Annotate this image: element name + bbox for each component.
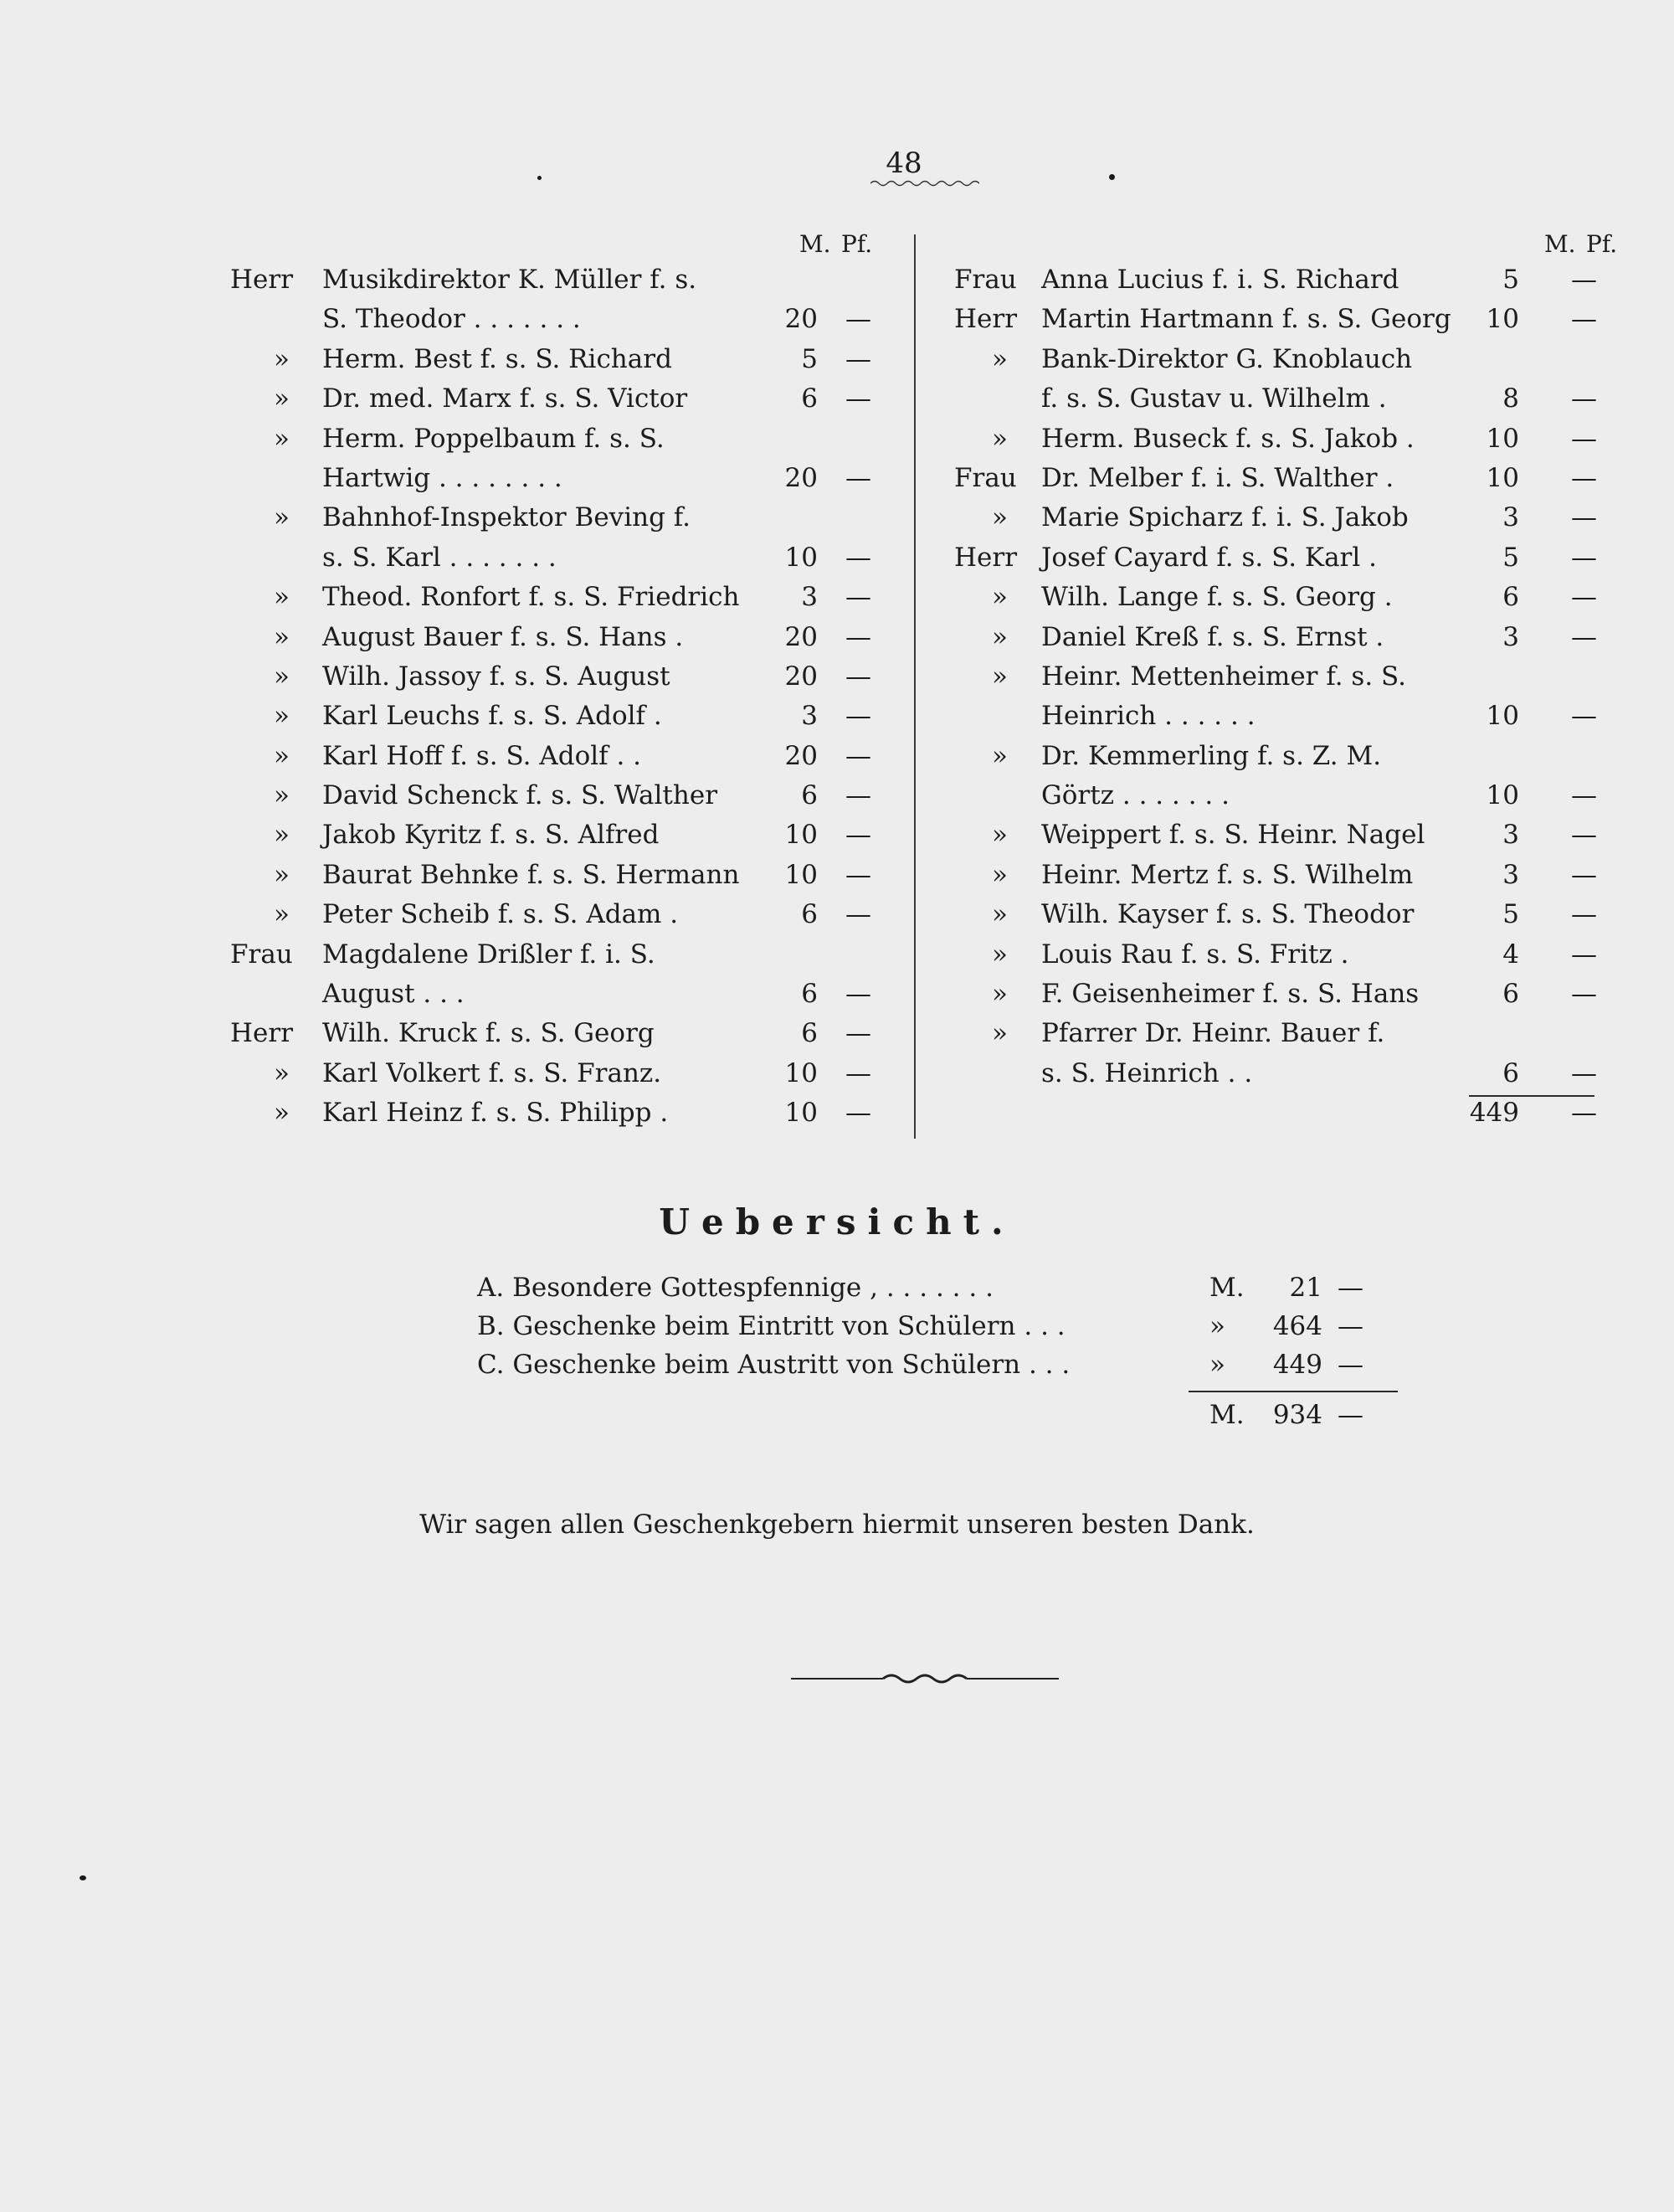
donation-amount: 10	[784, 542, 818, 573]
donation-amount: 20	[784, 462, 818, 493]
donor-title: »	[992, 582, 1008, 613]
donor-title: »	[992, 423, 1008, 454]
donor-name: Jakob Kyritz f. s. S. Alfred	[322, 820, 660, 851]
donor-title: Frau	[954, 265, 1017, 295]
donor-title: Herr	[230, 265, 294, 295]
left-donor-list	[230, 260, 883, 1134]
donor-row	[954, 419, 1599, 459]
donation-amount: 6	[1502, 582, 1519, 613]
pfennig-dash: —	[1571, 423, 1597, 454]
page-number: 48	[886, 147, 922, 180]
donor-name: Musikdirektor K. Müller f. s.	[322, 265, 697, 295]
donor-name: Hartwig . . . . . . . .	[322, 462, 562, 493]
overview-row	[477, 1307, 1364, 1345]
donor-row	[954, 538, 1599, 578]
donor-name: Baurat Behnke f. s. S. Hermann	[322, 859, 740, 890]
donor-name: David Schenck f. s. S. Walther	[322, 780, 718, 811]
pfennig-dash: —	[845, 859, 871, 890]
pfennig-dash: —	[845, 462, 871, 493]
pfennig-dash: —	[1571, 1057, 1597, 1088]
decorative-ornament	[791, 1670, 1059, 1687]
donor-name: August Bauer f. s. S. Hans .	[322, 621, 684, 652]
donor-title: »	[274, 621, 290, 652]
donor-row	[230, 260, 883, 300]
overview-label: B. Geschenke beim Eintritt von Schülern . . .	[477, 1311, 1066, 1341]
overview-total-row	[477, 1396, 1364, 1434]
donation-amount: 6	[1502, 979, 1519, 1010]
pfennig-dash: —	[845, 343, 871, 374]
donor-row	[230, 498, 883, 538]
pfennig-dash: —	[1338, 1350, 1363, 1380]
donor-name: Wilh. Kayser f. s. S. Theodor	[1041, 899, 1415, 930]
donor-title: »	[992, 820, 1008, 851]
donor-row	[954, 657, 1599, 697]
donor-title: Frau	[954, 462, 1017, 493]
donor-row	[954, 498, 1599, 538]
donation-amount: 10	[1486, 423, 1519, 454]
donor-name: Pfarrer Dr. Heinr. Bauer f.	[1041, 1018, 1385, 1049]
pfennig-dash: —	[1571, 859, 1597, 890]
donor-row	[230, 379, 883, 419]
pfennig-dash: —	[1571, 979, 1597, 1010]
pfennig-dash: —	[845, 899, 871, 930]
donor-name: Weippert f. s. S. Heinr. Nagel	[1041, 820, 1425, 851]
donation-amount: 10	[1486, 304, 1519, 335]
donation-amount: 3	[801, 582, 818, 613]
donor-name: Josef Cayard f. s. S. Karl .	[1041, 542, 1378, 573]
donor-name: F. Geisenheimer f. s. S. Hans	[1041, 979, 1420, 1010]
donor-row	[954, 459, 1599, 498]
donor-row	[230, 657, 883, 697]
donor-name: Daniel Kreß f. s. S. Ernst .	[1041, 621, 1384, 652]
donation-amount: 6	[801, 899, 818, 930]
pfennig-dash: —	[845, 304, 871, 335]
donor-row	[230, 459, 883, 498]
donor-title: Herr	[954, 304, 1018, 335]
pfennig-dash: —	[1571, 462, 1597, 493]
currency-mark: M.	[1209, 1400, 1245, 1430]
donor-name: Peter Scheib f. s. S. Adam .	[322, 899, 679, 930]
donor-name: Bank-Direktor G. Knoblauch	[1041, 343, 1413, 374]
donor-row	[230, 737, 883, 776]
pfennig-dash: —	[1571, 939, 1597, 970]
donor-row	[954, 935, 1599, 975]
donor-name: August . . .	[322, 979, 465, 1010]
pfennig-dash: —	[1571, 265, 1597, 295]
donor-title: »	[274, 701, 290, 732]
donation-amount: 449	[1469, 1098, 1519, 1129]
right-donor-list	[954, 260, 1599, 1134]
left-column	[230, 230, 883, 1134]
donor-row	[954, 340, 1599, 379]
donor-name: Karl Leuchs f. s. S. Adolf .	[322, 701, 662, 732]
donation-amount: 10	[1486, 780, 1519, 811]
donor-title: »	[992, 661, 1008, 692]
pfennig-dash: —	[1338, 1273, 1363, 1303]
donor-name: Martin Hartmann f. s. S. Georg	[1041, 304, 1451, 335]
donor-name: Wilh. Jassoy f. s. S. August	[322, 661, 670, 692]
donor-title: »	[992, 939, 1008, 970]
ink-speck	[80, 1875, 86, 1880]
donation-amount: 20	[784, 661, 818, 692]
donor-row	[230, 697, 883, 736]
donor-name: Heinrich . . . . . .	[1041, 701, 1256, 732]
pfennig-dash: —	[845, 979, 871, 1010]
donor-row	[230, 419, 883, 459]
pfennig-dash: —	[1571, 621, 1597, 652]
overview-amount: 21	[1289, 1273, 1322, 1303]
donor-row	[954, 260, 1599, 300]
donor-name: f. s. S. Gustav u. Wilhelm .	[1041, 383, 1387, 414]
donor-row	[954, 856, 1599, 895]
donation-amount: 5	[1502, 899, 1519, 930]
donor-row	[954, 578, 1599, 617]
donor-title: »	[274, 1098, 290, 1129]
donor-row	[230, 618, 883, 657]
pfennig-dash: —	[845, 1018, 871, 1049]
donor-name: s. S. Heinrich . .	[1041, 1057, 1253, 1088]
pfennig-dash: —	[1338, 1400, 1363, 1430]
closing-text: Wir sagen allen Geschenkgebern hiermit unseren besten Dank.	[419, 1510, 1255, 1540]
donor-name: Theod. Ronfort f. s. S. Friedrich	[322, 582, 740, 613]
donor-title: Frau	[230, 939, 293, 970]
donor-name: Dr. Melber f. i. S. Walther .	[1041, 462, 1394, 493]
donor-name: Herm. Best f. s. S. Richard	[322, 343, 672, 374]
donor-title: »	[274, 502, 290, 533]
ink-speck	[1109, 174, 1115, 180]
overview-amount: 464	[1272, 1311, 1322, 1341]
pfennig-dash: —	[1571, 383, 1597, 414]
donation-amount: 3	[1502, 502, 1519, 533]
donor-name: Louis Rau f. s. S. Fritz .	[1041, 939, 1349, 970]
pfennig-header: Pf.	[841, 230, 873, 258]
donor-row	[230, 1014, 883, 1053]
donor-row	[954, 737, 1599, 776]
donor-row	[954, 300, 1599, 339]
donation-amount: 10	[1486, 462, 1519, 493]
column-sum-rule	[1469, 1095, 1594, 1097]
donor-title: »	[274, 582, 290, 613]
donor-name: Görtz . . . . . . .	[1041, 780, 1230, 811]
donation-amount: 20	[784, 304, 818, 335]
mark-header: M.	[799, 230, 831, 258]
ink-speck	[537, 176, 542, 180]
donor-row	[954, 379, 1599, 419]
currency-mark: »	[1209, 1311, 1225, 1341]
pfennig-dash: —	[845, 780, 871, 811]
donor-name: Dr. med. Marx f. s. S. Victor	[322, 383, 688, 414]
overview-amount: 449	[1272, 1350, 1322, 1380]
donation-amount: 20	[784, 740, 818, 771]
currency-mark: M.	[1209, 1273, 1245, 1303]
donation-amount: 10	[1486, 701, 1519, 732]
pfennig-dash: —	[845, 1098, 871, 1129]
donor-row	[230, 935, 883, 975]
pfennig-dash: —	[1338, 1311, 1363, 1341]
pfennig-dash: —	[845, 1057, 871, 1088]
pfennig-dash: —	[845, 621, 871, 652]
donor-title: »	[274, 899, 290, 930]
donor-row	[230, 578, 883, 617]
right-column-header	[954, 230, 1618, 260]
left-column-header	[230, 230, 883, 260]
pfennig-dash: —	[845, 661, 871, 692]
pfennig-dash: —	[845, 542, 871, 573]
donation-amount: 10	[784, 820, 818, 851]
pfennig-dash: —	[845, 383, 871, 414]
pfennig-dash: —	[1571, 542, 1597, 573]
overview-amount: 934	[1272, 1400, 1322, 1430]
donation-amount: 3	[1502, 621, 1519, 652]
donor-title: »	[992, 621, 1008, 652]
mark-header: M.	[1544, 230, 1576, 258]
pfennig-dash: —	[1571, 1098, 1597, 1129]
pfennig-header: Pf.	[1586, 230, 1618, 258]
donor-title: »	[992, 1018, 1008, 1049]
donor-name: Marie Spicharz f. i. S. Jakob	[1041, 502, 1409, 533]
donor-name: Karl Volkert f. s. S. Franz.	[322, 1057, 662, 1088]
donation-amount: 6	[1502, 1057, 1519, 1088]
pfennig-dash: —	[1571, 780, 1597, 811]
right-column	[954, 230, 1618, 1134]
donor-title: »	[274, 383, 290, 414]
donation-amount: 6	[801, 383, 818, 414]
donor-row	[954, 1093, 1599, 1133]
donor-name: Dr. Kemmerling f. s. Z. M.	[1041, 740, 1382, 771]
donor-name: Wilh. Kruck f. s. S. Georg	[322, 1018, 655, 1049]
donor-name: Heinr. Mettenheimer f. s. S.	[1041, 661, 1407, 692]
donor-name: Herm. Buseck f. s. S. Jakob .	[1041, 423, 1415, 454]
overview-sum-rule	[1189, 1391, 1398, 1392]
donation-amount: 10	[784, 1057, 818, 1088]
donation-amount: 3	[1502, 820, 1519, 851]
donor-row	[230, 340, 883, 379]
donation-amount: 6	[801, 1018, 818, 1049]
donation-amount: 3	[801, 701, 818, 732]
donor-name: Wilh. Lange f. s. S. Georg .	[1041, 582, 1393, 613]
donor-name: Anna Lucius f. i. S. Richard	[1041, 265, 1399, 295]
pfennig-dash: —	[1571, 304, 1597, 335]
donor-row	[954, 895, 1599, 934]
donor-row	[230, 895, 883, 934]
column-divider	[914, 234, 916, 1139]
donation-amount: 6	[801, 780, 818, 811]
donor-name: Karl Heinz f. s. S. Philipp .	[322, 1098, 669, 1129]
donor-name: Karl Hoff f. s. S. Adolf . .	[322, 740, 642, 771]
donation-amount: 8	[1502, 383, 1519, 414]
donor-row	[954, 1054, 1599, 1093]
overview-label: C. Geschenke beim Austritt von Schülern . . .	[477, 1350, 1071, 1380]
donor-title: Herr	[230, 1018, 294, 1049]
overview-label: A. Besondere Gottespfennige , . . . . . . .	[477, 1273, 994, 1303]
donor-title: »	[992, 979, 1008, 1010]
donor-row	[954, 815, 1599, 855]
donor-row	[954, 618, 1599, 657]
donor-title: »	[274, 343, 290, 374]
donation-amount: 10	[784, 1098, 818, 1129]
pfennig-dash: —	[1571, 502, 1597, 533]
donation-amount: 5	[801, 343, 818, 374]
donor-title: »	[992, 502, 1008, 533]
pfennig-dash: —	[845, 582, 871, 613]
donor-row	[230, 300, 883, 339]
donor-title: »	[274, 780, 290, 811]
overview-row	[477, 1345, 1364, 1384]
pfennig-dash: —	[1571, 582, 1597, 613]
donor-row	[230, 776, 883, 815]
donation-amount: 5	[1502, 542, 1519, 573]
donor-title: »	[274, 423, 290, 454]
donor-title: »	[274, 1057, 290, 1088]
donor-name: S. Theodor . . . . . . .	[322, 304, 581, 335]
pfennig-dash: —	[1571, 899, 1597, 930]
overview-title: Uebersicht.	[659, 1201, 1015, 1242]
donation-amount: 5	[1502, 265, 1519, 295]
donor-name: Bahnhof-Inspektor Beving f.	[322, 502, 691, 533]
donation-amount: 20	[784, 621, 818, 652]
donor-row	[954, 697, 1599, 736]
donor-name: Heinr. Mertz f. s. S. Wilhelm	[1041, 859, 1414, 890]
donor-name: Herm. Poppelbaum f. s. S.	[322, 423, 665, 454]
donation-amount: 10	[784, 859, 818, 890]
pfennig-dash: —	[845, 820, 871, 851]
donation-amount: 6	[801, 979, 818, 1010]
pfennig-dash: —	[845, 740, 871, 771]
donor-row	[230, 856, 883, 895]
donor-title: »	[992, 740, 1008, 771]
donation-amount: 3	[1502, 859, 1519, 890]
donation-amount: 4	[1502, 939, 1519, 970]
pfennig-dash: —	[1571, 820, 1597, 851]
donor-row	[230, 1093, 883, 1133]
pfennig-dash: —	[845, 701, 871, 732]
page-number-ornament	[870, 179, 979, 188]
donor-title: »	[274, 661, 290, 692]
donor-title: »	[274, 740, 290, 771]
donor-title: »	[274, 820, 290, 851]
donor-name: Magdalene Drißler f. i. S.	[322, 939, 655, 970]
donor-title: »	[274, 859, 290, 890]
pfennig-dash: —	[1571, 701, 1597, 732]
donor-row	[954, 776, 1599, 815]
donor-title: »	[992, 859, 1008, 890]
donor-title: »	[992, 343, 1008, 374]
donor-row	[230, 538, 883, 578]
donor-title: Herr	[954, 542, 1018, 573]
donor-row	[230, 975, 883, 1014]
donor-row	[954, 975, 1599, 1014]
donor-row	[230, 815, 883, 855]
currency-mark: »	[1209, 1350, 1225, 1380]
donor-title: »	[992, 899, 1008, 930]
donor-name: s. S. Karl . . . . . . .	[322, 542, 557, 573]
donor-row	[230, 1054, 883, 1093]
overview-row	[477, 1268, 1364, 1307]
donor-row	[954, 1014, 1599, 1053]
